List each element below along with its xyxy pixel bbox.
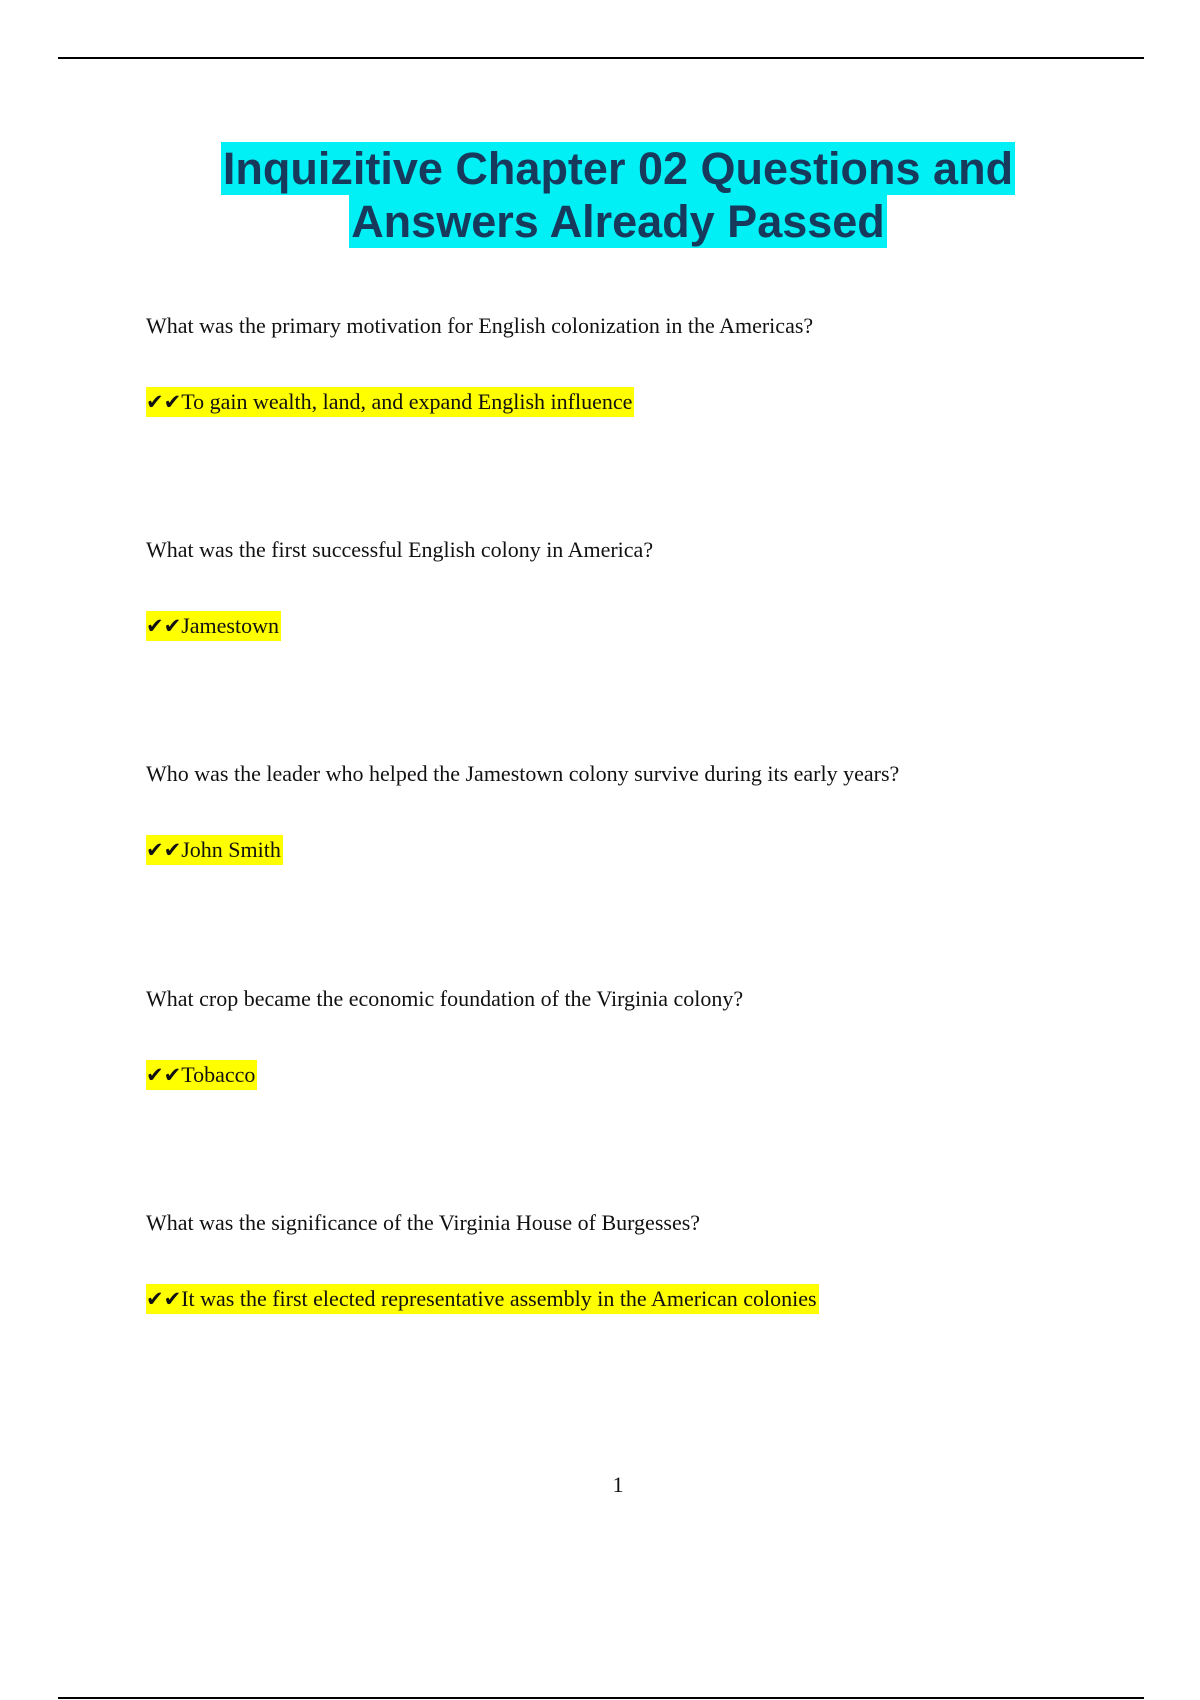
answer-highlight xyxy=(146,387,634,417)
qa-item xyxy=(146,535,1146,641)
answer-highlight xyxy=(146,835,283,865)
question-text: What crop became the economic foundation of the Virginia colony? xyxy=(146,986,744,1011)
qa-item xyxy=(146,759,1146,865)
question-text: Who was the leader who helped the Jamestown colony survive during its early years? xyxy=(146,761,900,786)
footer-rule xyxy=(58,1697,1144,1699)
title-line-1: Inquizitive Chapter 02 Questions and xyxy=(222,143,1014,194)
answer-highlight xyxy=(146,611,281,641)
header-rule xyxy=(58,57,1144,59)
title-line-2: Answers Already Passed xyxy=(351,196,885,247)
question-text: What was the primary motivation for English colonization in the Americas? xyxy=(146,313,814,338)
document-title xyxy=(0,142,1200,248)
qa-item xyxy=(146,1208,1146,1314)
check-icon: ✔✔ xyxy=(146,390,182,414)
check-icon: ✔✔ xyxy=(146,1287,182,1311)
question-text: What was the first successful English colony in America? xyxy=(146,537,654,562)
answer-text: Jamestown xyxy=(181,613,279,638)
qa-item xyxy=(146,311,1146,417)
qa-item xyxy=(146,984,1146,1090)
answer-text: It was the first elected representative assembly in the American colonies xyxy=(181,1286,817,1311)
question-text: What was the significance of the Virginia House of Burgesses? xyxy=(146,1210,701,1235)
page-number: 1 xyxy=(612,1472,624,1497)
answer-highlight xyxy=(146,1060,257,1090)
answer-highlight xyxy=(146,1284,819,1314)
answer-text: To gain wealth, land, and expand English influence xyxy=(181,389,633,414)
answer-text: Tobacco xyxy=(181,1062,256,1087)
check-icon: ✔✔ xyxy=(146,1063,182,1087)
check-icon: ✔✔ xyxy=(146,838,182,862)
check-icon: ✔✔ xyxy=(146,614,182,638)
answer-text: John Smith xyxy=(181,837,281,862)
